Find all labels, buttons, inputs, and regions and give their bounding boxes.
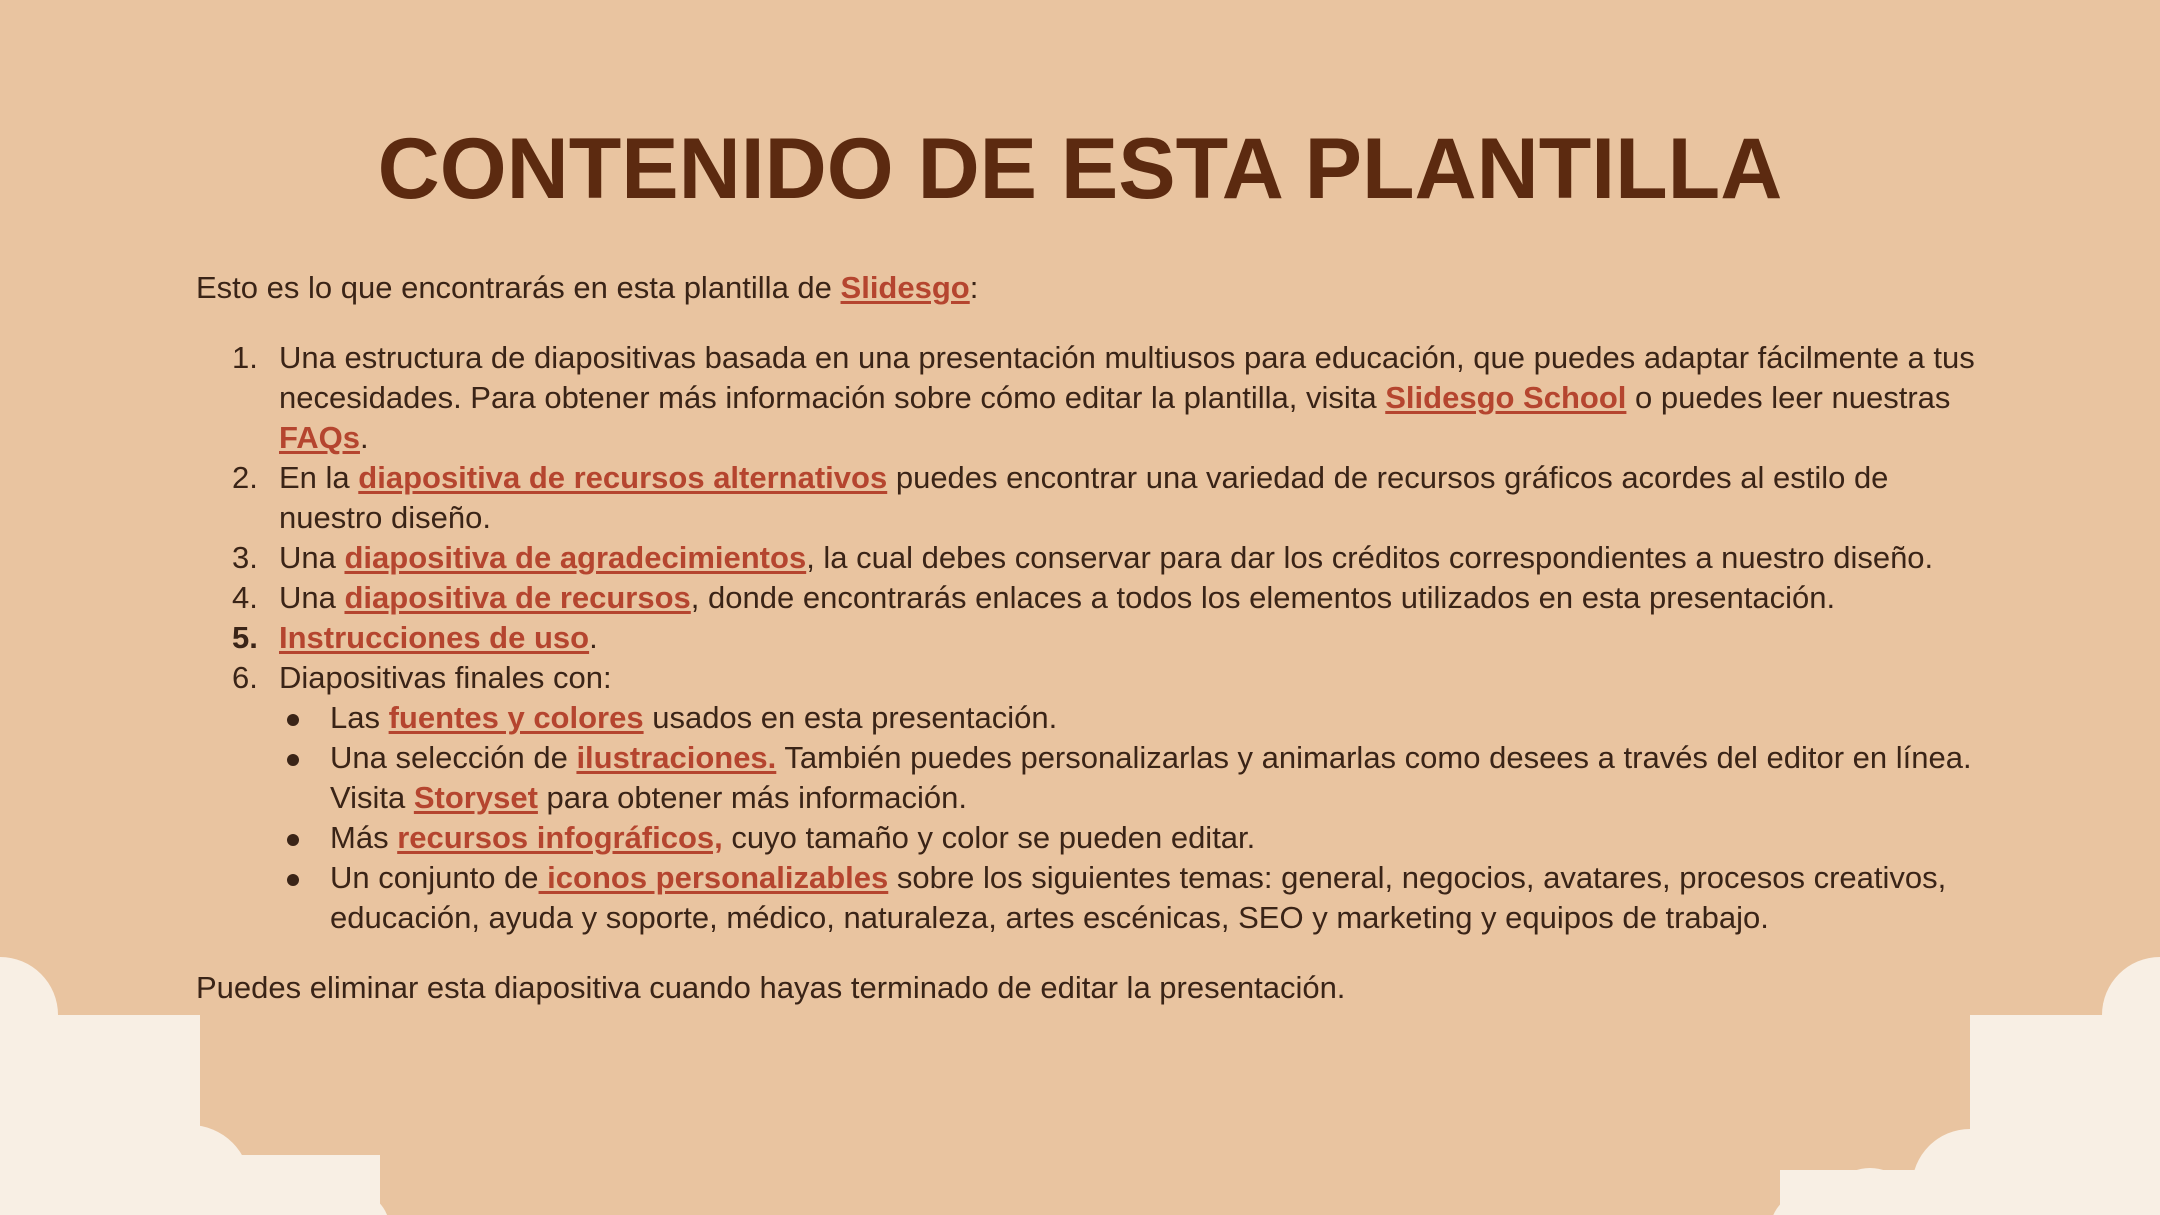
item-text: para obtener más información. <box>537 780 967 815</box>
bullet-icon <box>287 754 299 766</box>
list-number: 1. <box>232 340 258 375</box>
list-number: 2. <box>232 460 258 495</box>
sub-item-illustrations <box>196 738 1976 818</box>
slide-content <box>196 268 1976 1008</box>
item-text: Diapositivas finales con: <box>279 660 612 695</box>
sub-item-fonts <box>196 698 1976 738</box>
item-text: o puedes leer nuestras <box>1626 380 1951 415</box>
list-item-5 <box>196 618 1976 658</box>
link-faqs[interactable]: FAQs <box>279 420 360 455</box>
item-text: sobre los siguientes temas: general, negocios, avatares, procesos creativos, educación, ayuda y soporte, médico, naturaleza, artes escénicas, SEO y marketing y equipos de trabajo. <box>330 860 1947 935</box>
link-slidesgo-school[interactable]: Slidesgo School <box>1385 380 1627 415</box>
item-text: Una selección de <box>330 740 577 775</box>
outro-paragraph: Puedes eliminar esta diapositiva cuando hayas terminado de editar la presentación. <box>196 970 1346 1005</box>
list-item-2 <box>196 458 1976 538</box>
link-storyset[interactable]: Storyset <box>413 780 538 815</box>
item-text: Una <box>279 540 345 575</box>
item-text: , donde encontrarás enlaces a todos los elementos utilizados en esta presentación. <box>690 580 1836 615</box>
item-text: cuyo tamaño y color se pueden editar. <box>722 820 1256 855</box>
item-text: puedes encontrar una variedad de recursos gráficos acordes al estilo de nuestro diseño. <box>279 460 1889 535</box>
item-text: Más <box>330 820 398 855</box>
bullet-icon <box>287 874 299 886</box>
link-slidesgo[interactable]: Slidesgo <box>840 270 970 305</box>
link-illustrations[interactable]: ilustraciones. <box>576 740 777 775</box>
page-title: CONTENIDO DE ESTA PLANTILLA <box>377 121 1783 217</box>
list-item-6 <box>196 658 1976 698</box>
item-text: También puedes personalizarlas y animarlas como desees a través del editor en línea. Visita <box>330 740 1972 815</box>
link-icons[interactable]: iconos personalizables <box>538 860 889 895</box>
intro-paragraph <box>196 268 1976 308</box>
item-text: Un conjunto de <box>330 860 539 895</box>
list-number: 4. <box>232 580 258 615</box>
list-item-4 <box>196 578 1976 618</box>
intro-after: : <box>969 270 979 305</box>
link-fonts-colors[interactable]: fuentes y colores <box>388 700 644 735</box>
list-item-3 <box>196 538 1976 578</box>
sub-item-infographics <box>196 818 1976 858</box>
link-instructions[interactable]: Instrucciones de uso <box>279 620 590 655</box>
sub-item-icons <box>196 858 1976 938</box>
link-resources-slide[interactable]: diapositiva de recursos <box>344 580 691 615</box>
link-alternative-resources[interactable]: diapositiva de recursos alternativos <box>358 460 888 495</box>
list-number: 5. <box>232 620 258 655</box>
item-text: , la cual debes conservar para dar los créditos correspondientes a nuestro diseño. <box>806 540 1934 575</box>
link-infographics[interactable]: recursos infográficos, <box>397 820 723 855</box>
list-number: 3. <box>232 540 258 575</box>
link-thanks-slide[interactable]: diapositiva de agradecimientos <box>344 540 807 575</box>
item-text: Una <box>279 580 345 615</box>
item-text: Una estructura de diapositivas basada en una presentación multiusos para educación, que puedes adaptar fácilmente a tus necesidades. Para obtener más información sobre cómo editar la plantilla, visita <box>279 340 1975 415</box>
list-item-1 <box>196 338 1976 458</box>
intro-text: Esto es lo que encontrarás en esta plantilla de <box>196 270 841 305</box>
item-text: usados en esta presentación. <box>643 700 1058 735</box>
item-text: En la <box>279 460 359 495</box>
bullet-icon <box>287 834 299 846</box>
bullet-icon <box>287 714 299 726</box>
item-text: . <box>359 420 369 455</box>
list-number: 6. <box>232 660 258 695</box>
item-text: . <box>589 620 598 655</box>
item-text: Las <box>330 700 389 735</box>
